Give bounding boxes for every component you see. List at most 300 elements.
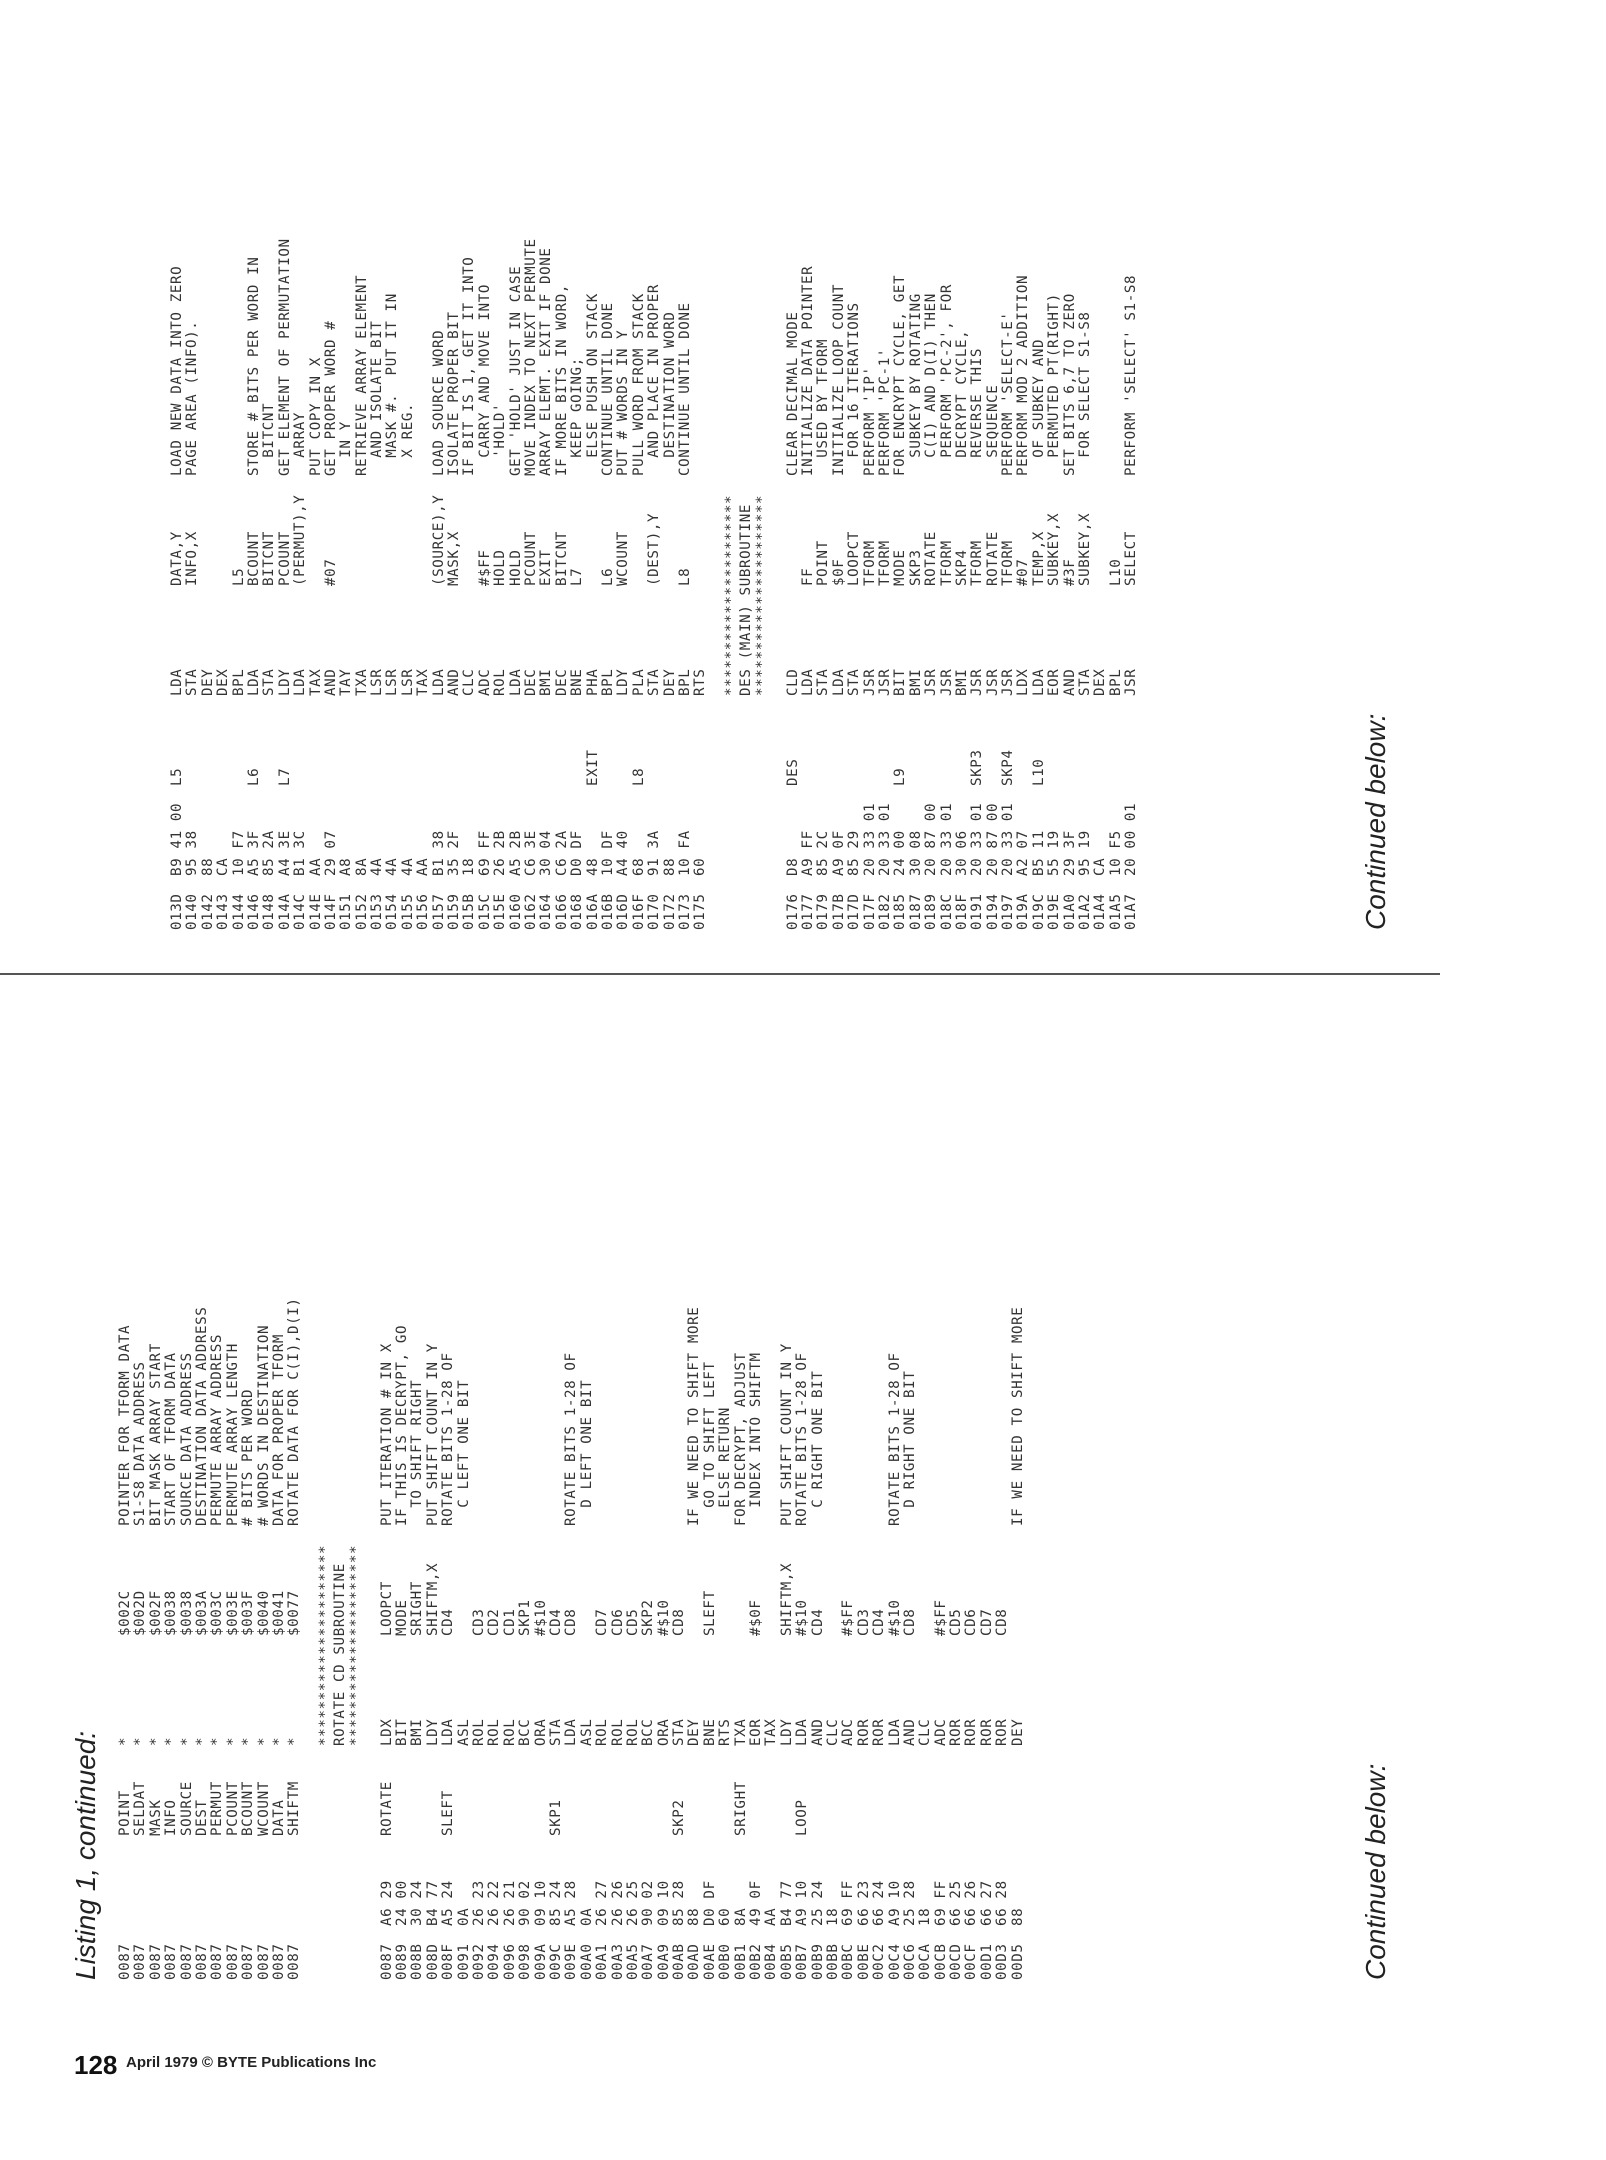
listing-operand: LOOPCT [846,531,863,586]
listing-line [247,238,262,930]
listing-opcode: LDA [800,668,817,696]
page-number: 128 [74,2050,118,2080]
listing-line [339,238,354,930]
listing-hex: B5 11 [1030,830,1047,876]
listing-hex: 20 33 01 [876,802,893,876]
listing-hex: 69 FF [932,1880,949,1926]
listing-hex: 66 25 [948,1880,965,1926]
listing-operand: HOLD [492,549,509,586]
listing-opcode: JSR [861,668,878,696]
listing-address: 0194 [984,893,1001,930]
listing-address: 014C [292,893,309,930]
listing-line [201,238,216,930]
listing-hex: 60 [717,1907,734,1926]
listing-hex: 24 00 [892,830,909,876]
listing-hex: A9 10 [886,1880,903,1926]
listing-address: 015E [492,893,509,930]
listing-hex: A4 3E [276,830,293,876]
listing-comment: REVERSE THIS [969,348,986,476]
listing-address: 0153 [369,893,386,930]
listing-comment: IF WE NEED TO SHIFT MORE [686,1306,703,1526]
listing-hex: A4 40 [615,830,632,876]
listing-address: 0087 [178,1943,195,1980]
listing-opcode: EOR [748,1718,765,1746]
listing-comment: GET 'HOLD' JUST IN CASE [507,265,524,476]
listing-line [441,1297,456,1980]
listing-operand: $0F [830,558,847,586]
listing-line [401,238,416,930]
listing-operand: CD7 [978,1608,995,1636]
listing-address: 008B [409,1943,426,1980]
listing-address: 0087 [193,1943,210,1980]
listing-line [970,238,985,930]
listing-operand: BITCNT [261,531,278,586]
listing-opcode: ROL [624,1718,641,1746]
listing-opcode: JSR [1123,668,1140,696]
listing-line [893,238,908,930]
listing-hex: B1 38 [430,830,447,876]
listing-address: 00CA [917,1943,934,1980]
listing-hex: 0A [578,1907,595,1926]
listing-comment: DECRYPT CYCLE, [953,329,970,476]
listing-hex: 09 10 [532,1880,549,1926]
listing-address: 0142 [199,893,216,930]
listing-operand: TFORM [938,540,955,586]
listing-address: 00B5 [778,1943,795,1980]
listing-opcode: ADC [840,1718,857,1746]
listing-label: PCOUNT [224,1781,241,1836]
listing-opcode: CLD [784,668,801,696]
listing-address: 00A9 [655,1943,672,1980]
listing-opcode: * [209,1736,226,1746]
listing-hex: 29 07 [322,830,339,876]
listing-line [1093,238,1108,930]
listing-comment: GET ELEMENT OF PERMUTATION [276,238,293,476]
listing-hex: 85 29 [846,830,863,876]
listing-opcode: ROL [470,1718,487,1746]
listing-opcode: ADC [932,1718,949,1746]
listing-comment: INITIALIZE LOOP COUNT [830,284,847,476]
listing-label: LOOP [794,1799,811,1836]
listing-heading: Listing 1, continued: [70,1730,101,1980]
listing-address: 00B1 [732,1943,749,1980]
listing-operand: $003A [193,1590,210,1636]
listing-label: SELDAT [132,1781,149,1836]
listing-operand: WCOUNT [615,531,632,586]
listing-comment: DESTINATION WORD [661,311,678,476]
listing-opcode: * [132,1736,149,1746]
listing-hex: 09 10 [655,1880,672,1926]
listing-opcode: ROL [609,1718,626,1746]
listing-blank-line [364,1297,379,1980]
listing-address: 0143 [215,893,232,930]
listing-line [718,1297,733,1980]
listing-blank-line [770,238,785,930]
listing-opcode: * [240,1736,257,1746]
listing-comment: # WORDS IN DESTINATION [255,1324,272,1526]
listing-line [909,238,924,930]
listing-comment: MASK #. PUT IT IN [384,293,401,476]
listing-address: 0172 [661,893,678,930]
listing-address: 0092 [470,1943,487,1980]
listing-line [626,1297,641,1980]
listing-address: 0096 [501,1943,518,1980]
listing-opcode: LDY [778,1718,795,1746]
listing-hex: 10 FA [676,830,693,876]
listing-line [1016,238,1031,930]
listing-hex: 95 19 [1077,830,1094,876]
listing-address: 0170 [646,893,663,930]
listing-operand: $003F [240,1590,257,1636]
listing-opcode: LDY [615,668,632,696]
listing-address: 0087 [209,1943,226,1980]
listing-label: DATA [270,1799,287,1836]
listing-line [1078,238,1093,930]
listing-line [1109,238,1124,930]
listing-operand: CD7 [594,1608,611,1636]
listing-opcode: * [270,1736,287,1746]
listing-address: 0087 [132,1943,149,1980]
listing-comment: INITIALIZE DATA POINTER [800,265,817,476]
listing-comment: PERMUTE ARRAY LENGTH [224,1343,241,1526]
listing-operand: MODE [892,549,909,586]
listing-opcode: BCC [517,1718,534,1746]
listing-address: 0152 [353,893,370,930]
listing-address: 009C [547,1943,564,1980]
listing-line [780,1297,795,1980]
listing-hex: CA [215,857,232,876]
listing-line [786,238,801,930]
listing-comment: ROTATE BITS 1-28 OF [886,1352,903,1526]
listing-hex: 90 02 [640,1880,657,1926]
listing-line [734,1297,749,1980]
listing-opcode: BPL [676,668,693,696]
listing-comment: BITCNT [261,402,278,476]
listing-operand: PCOUNT [522,531,539,586]
listing-opcode: LDY [424,1718,441,1746]
listing-hex: 26 26 [609,1880,626,1926]
listing-comment: PULL WORD FROM STACK [630,293,647,476]
listing-comment: ELSE RETURN [717,1407,734,1526]
listing-address: 0154 [384,893,401,930]
listing-hex: CA [1092,857,1109,876]
listing-hex: 18 [917,1907,934,1926]
listing-opcode: ROR [963,1718,980,1746]
listing-line [216,238,231,930]
listing-opcode: BPL [599,668,616,696]
listing-address: 0146 [245,893,262,930]
listing-line [355,238,370,930]
listing-comment: PUT SHIFT COUNT IN Y [778,1343,795,1526]
listing-address: 0168 [569,893,586,930]
listing-address: 00AB [671,1943,688,1980]
listing-opcode: * [286,1736,303,1746]
listing-address: 016B [599,893,616,930]
listing-comment: C(I) AND D(I) THEN [923,293,940,476]
listing-comment: FOR DECRYPT, ADJUST [732,1352,749,1526]
listing-operand: $0038 [163,1590,180,1636]
listing-hex: B4 77 [778,1880,795,1926]
listing-comment: BIT MASK ARRAY START [147,1343,164,1526]
listing-line [210,1297,225,1980]
listing-operand: $002D [132,1590,149,1636]
listing-hex: D0 DF [701,1880,718,1926]
listing-address: 00CB [932,1943,949,1980]
listing-opcode: ROR [948,1718,965,1746]
listing-line [934,1297,949,1980]
listing-opcode: PLA [630,668,647,696]
listing-address: 0189 [923,893,940,930]
listing-operand: SELECT [1123,531,1140,586]
listing-operand: PCOUNT [276,531,293,586]
listing-address: 0155 [399,893,416,930]
listing-address: 0173 [676,893,693,930]
listing-address: 019C [1030,893,1047,930]
listing-line [257,1297,272,1980]
listing-operand: #$10 [532,1599,549,1636]
listing-operand: (PERMUT),Y [292,494,309,586]
listing-blank-line [709,238,724,930]
listing-address: 015C [476,893,493,930]
listing-opcode: ASL [578,1718,595,1746]
listing-line [601,238,616,930]
listing-opcode: * [224,1736,241,1746]
listing-label: SRIGHT [732,1781,749,1836]
listing-address: 0156 [415,893,432,930]
listing-opcode: LDA [169,668,185,696]
listing-operand: $003C [209,1590,226,1636]
listing-opcode: TAX [415,668,432,696]
listing-operand: TEMP,X [1030,531,1047,586]
listing-hex: 4A [399,857,416,876]
listing-opcode: LDA [886,1718,903,1746]
listing-hex: 66 26 [963,1880,980,1926]
listing-opcode: BIT [892,668,909,696]
listing-operand: $0077 [286,1590,303,1636]
listing-label: MASK [147,1799,164,1836]
listing-operand: CD8 [901,1608,918,1636]
listing-opcode: STA [184,668,201,696]
listing-label: L10 [1030,758,1047,786]
listing-address: 0175 [692,893,709,930]
listing-hex: A5 24 [440,1880,457,1926]
listing-hex: 85 2A [261,830,278,876]
listing-line [509,238,524,930]
listing-line [241,1297,256,1980]
listing-operand: SKP3 [907,549,924,586]
listing-line [703,1297,718,1980]
listing-line [949,1297,964,1980]
listing-opcode: DEY [1009,1718,1026,1746]
listing-line [647,238,662,930]
listing-opcode: AND [322,668,339,696]
listing-operand: HOLD [507,549,524,586]
listing-operand: $0041 [270,1590,287,1636]
listing-hex: 69 FF [840,1880,857,1926]
listing-line [663,238,678,930]
listing-operand: CD4 [871,1608,888,1636]
listing-line [940,238,955,930]
listing-label: PERMUT [209,1781,226,1836]
listing-hex: A2 07 [1015,830,1032,876]
listing-operand: CD2 [486,1608,503,1636]
listing-operand: #$10 [794,1599,811,1636]
listing-line [410,1297,425,1980]
listing-opcode: BNE [701,1718,718,1746]
listing-opcode: JSR [938,668,955,696]
listing-line [324,238,339,930]
listing-address: 00BC [840,1943,857,1980]
listing-comment: C LEFT ONE BIT [455,1379,472,1526]
listing-hex: 30 08 [907,830,924,876]
listing-comment: STORE # BITS PER WORD IN [245,256,262,476]
listing-hex: 35 2F [446,830,463,876]
listing-opcode: * [147,1736,164,1746]
listing-opcode: LSR [384,668,401,696]
listing-hex: AA [307,857,324,876]
listing-label: EXIT [584,749,601,786]
listing-opcode: BIT [394,1718,411,1746]
listing-hex: 30 06 [953,830,970,876]
listing-operand: CD3 [470,1608,487,1636]
listing-operand: #07 [1015,558,1032,586]
listing-operand: CD1 [501,1608,518,1636]
listing-address: 014A [276,893,293,930]
listing-line [995,1297,1010,1980]
listing-hex: 85 2C [815,830,832,876]
listing-opcode: ROTATE CD SUBROUTINE [332,1563,349,1746]
listing-opcode: ********************** [723,494,740,696]
listing-opcode: ADC [476,668,493,696]
listing-hex: D8 [784,857,801,876]
listing-comment: TO SHIFT RIGHT [409,1379,426,1526]
listing-line [232,238,247,930]
listing-opcode: BMI [538,668,555,696]
listing-hex: 10 DF [599,830,616,876]
listing-opcode: LSR [399,668,416,696]
listing-opcode: JSR [984,668,1001,696]
listing-opcode: DEC [553,668,570,696]
listing-address: 0185 [892,893,909,930]
listing-hex: 88 [661,857,678,876]
listing-line [611,1297,626,1980]
listing-line [478,238,493,930]
listing-hex: 8A [732,1907,749,1926]
listing-address: 0087 [147,1943,164,1980]
listing-hex: 88 [1009,1907,1026,1926]
listing-comment: SET BITS 6,7 TO ZERO [1061,293,1078,476]
listing-operand: ROTATE [923,531,940,586]
listing-opcode: JSR [969,668,986,696]
listing-hex: AA [763,1907,780,1926]
listing-comment: LOAD SOURCE WORD [430,329,447,476]
listing-opcode: TXA [353,668,370,696]
listing-comment: PUT # WORDS IN Y [615,329,632,476]
listing-address: 00C4 [886,1943,903,1980]
listing-hex: A9 0F [830,830,847,876]
listing-address: 016F [630,893,647,930]
listing-comment: # BITS PER WORD [240,1388,257,1526]
listing-line [857,1297,872,1980]
listing-operand: SRIGHT [409,1581,426,1636]
listing-opcode: BPL [230,668,247,696]
listing-hex: A6 29 [378,1880,395,1926]
listing-comment: CARRY AND MOVE INTO [476,284,493,476]
listing-comment: PERFORM 'IP' [861,366,878,476]
listing-operand: L6 [599,567,616,586]
listing-line [262,238,277,930]
listing-comment: PAGE AREA (INFO). [184,320,201,476]
listing-opcode: CLC [461,668,478,696]
listing-address: 00A7 [640,1943,657,1980]
listing-comment: ROTATE BITS 1-28 OF [794,1352,811,1526]
listing-label: SOURCE [178,1781,195,1836]
listing-hex: A5 28 [563,1880,580,1926]
listing-operand: #$0F [748,1599,765,1636]
listing-address: 019A [1015,893,1032,930]
listing-operand: L10 [1107,558,1124,586]
listing-address: 0087 [255,1943,272,1980]
listing-line [503,1297,518,1980]
listing-hex: 26 27 [594,1880,611,1926]
listing-comment: C RIGHT ONE BIT [809,1370,826,1526]
listing-line [333,1297,348,1980]
listing-line [1063,238,1078,930]
listing-blank-line [303,1297,318,1980]
listing-comment: ROTATE BITS 1-28 OF [440,1352,457,1526]
listing-comment: RETRIEVE ARRAY ELEMENT [353,274,370,476]
listing-address: 0087 [286,1943,303,1980]
listing-operand: MODE [394,1599,411,1636]
listing-line [539,238,554,930]
listing-address: 01A2 [1077,893,1094,930]
listing-opcode: LDX [378,1718,395,1746]
listing-address: 0157 [430,893,447,930]
listing-hex: 95 38 [184,830,201,876]
listing-opcode: ASL [455,1718,472,1746]
listing-operand: #3F [1061,558,1078,586]
listing-line [580,1297,595,1980]
listing-opcode: ROL [594,1718,611,1746]
listing-address: 0087 [270,1943,287,1980]
listing-address: 0089 [394,1943,411,1980]
listing-hex: C6 2A [553,830,570,876]
listing-line [426,1297,441,1980]
listing-line [447,238,462,930]
right-listing-column [170,238,1140,930]
listing-operand: $003E [224,1590,241,1636]
listing-hex: A9 10 [794,1880,811,1926]
listing-line [118,1297,133,1980]
listing-line [555,238,570,930]
listing-address: 00BE [855,1943,872,1980]
listing-comment: CONTINUE UNTIL DONE [599,302,616,476]
listing-opcode: DEC [522,668,539,696]
listing-comment: ROTATE BITS 1-28 OF [563,1352,580,1526]
listing-line [641,1297,656,1980]
listing-hex: 68 [630,857,647,876]
listing-label: SKP3 [969,749,986,786]
listing-comment: SOURCE DATA ADDRESS [178,1352,195,1526]
listing-address: 0148 [261,893,278,930]
listing-opcode: TAX [307,668,324,696]
listing-hex: 20 33 01 [1000,802,1017,876]
listing-label: SKP4 [1000,749,1017,786]
listing-operand: L7 [569,567,586,586]
listing-opcode: JSR [1000,668,1017,696]
listing-opcode: STA [547,1718,564,1746]
listing-opcode: LDX [1015,668,1032,696]
